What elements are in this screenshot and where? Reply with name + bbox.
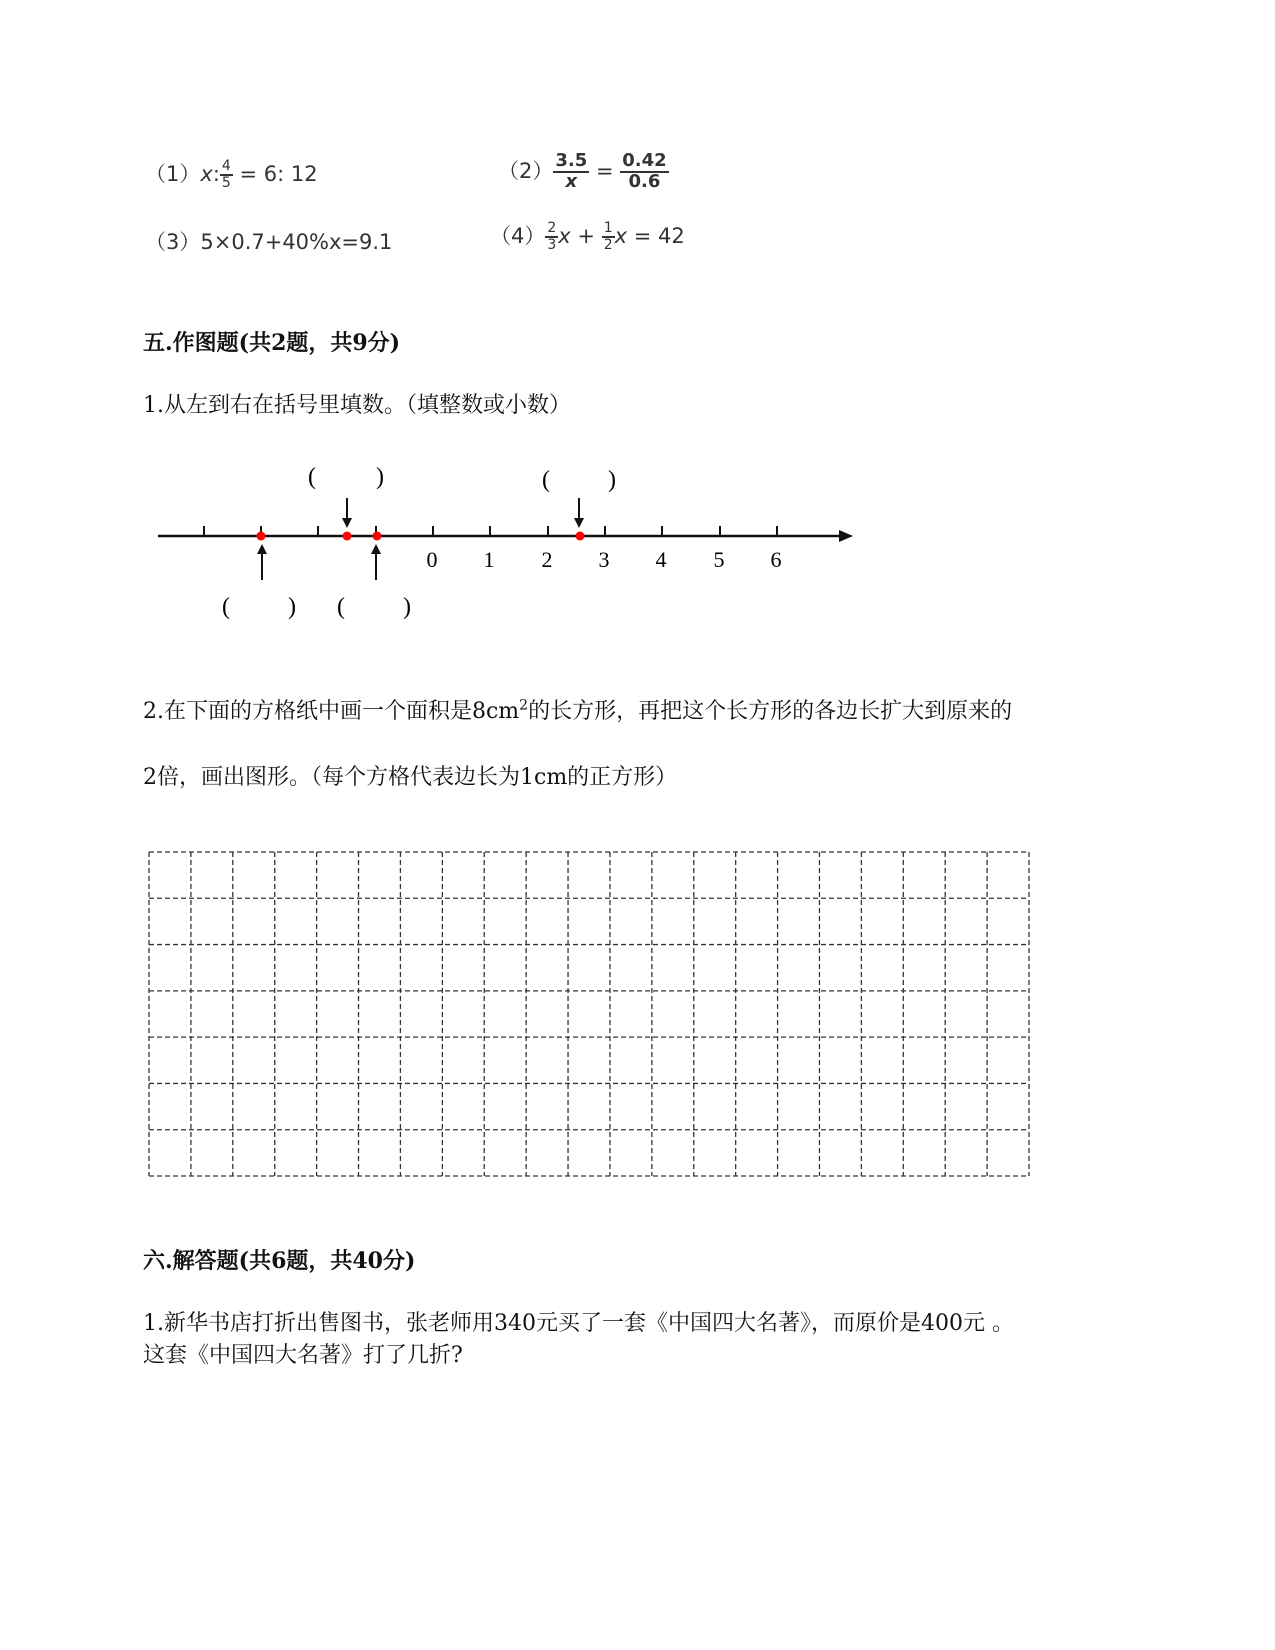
red-point xyxy=(373,532,382,541)
q2-text-pre: 2.在下面的方格纸中画一个面积是8cm xyxy=(143,699,520,724)
grid-paper xyxy=(145,848,1033,1180)
blank-close-paren: ) xyxy=(403,594,411,620)
numerator: 2 xyxy=(547,220,557,237)
rhs: = 6: 12 xyxy=(232,162,318,186)
question-1-text: 1.从左到右在括号里填数。（填整数或小数） xyxy=(143,393,571,418)
section5-heading: 五.作图题(共2题，共9分) xyxy=(143,330,401,356)
tick-label: 4 xyxy=(655,547,667,572)
denominator: 2 xyxy=(603,237,613,253)
tick-label: 5 xyxy=(713,547,725,572)
red-point xyxy=(257,532,266,541)
blank-open-paren: ( xyxy=(222,594,230,620)
question-2-line2: 2倍，画出图形。（每个方格代表边长为1cm的正方形） xyxy=(143,765,678,790)
numerator: 1 xyxy=(603,220,613,237)
equation-label: （3） xyxy=(145,230,201,254)
grid-lines xyxy=(149,852,1029,1176)
variable: x xyxy=(200,162,213,186)
blank-close-paren: ) xyxy=(376,464,384,490)
blank-open-paren: ( xyxy=(337,594,345,620)
tick-label: 3 xyxy=(598,547,610,572)
fraction xyxy=(602,221,615,252)
down-arrow-icon xyxy=(574,518,584,528)
tick-label: 1 xyxy=(483,547,495,572)
denominator: 0.6 xyxy=(628,170,661,192)
red-point xyxy=(343,532,352,541)
numerator: 4 xyxy=(221,158,231,175)
equation-1 xyxy=(145,158,318,191)
variable: x xyxy=(558,224,571,248)
red-point xyxy=(576,532,585,541)
plus: + xyxy=(570,224,602,248)
equals: = xyxy=(595,158,614,183)
ticks xyxy=(204,526,777,536)
fraction xyxy=(220,159,233,190)
down-arrow-icon xyxy=(342,518,352,528)
axis-arrow-icon xyxy=(839,530,853,542)
numerator: 3.5 xyxy=(555,150,588,171)
question-2-line1 xyxy=(143,694,1012,725)
blank-open-paren: ( xyxy=(308,464,316,490)
equation-text: 5×0.7+40%x=9.1 xyxy=(200,230,393,254)
superscript: 2 xyxy=(519,697,529,714)
up-arrow-icon xyxy=(257,544,267,554)
fraction xyxy=(545,221,558,252)
tick-labels xyxy=(427,547,782,572)
number-line xyxy=(0,440,900,640)
tick-label: 2 xyxy=(541,547,553,572)
blank-close-paren: ) xyxy=(288,594,296,620)
variable: x xyxy=(614,224,628,248)
equation-3 xyxy=(145,226,392,256)
up-arrow-icon xyxy=(371,544,381,554)
blank-open-paren: ( xyxy=(542,467,550,493)
rhs: = 42 xyxy=(627,224,685,248)
equation-4 xyxy=(490,220,685,253)
problem-1-line2: 这套《中国四大名著》打了几折? xyxy=(143,1343,463,1368)
fraction-rhs xyxy=(620,152,668,192)
problem-1-line1: 1.新华书店打折出售图书，张老师用340元买了一套《中国四大名著》，而原价是400元 。 xyxy=(143,1311,1014,1336)
colon: : xyxy=(212,162,220,186)
equation-label: （2） xyxy=(498,158,554,183)
tick-label: 6 xyxy=(770,547,782,572)
equation-2 xyxy=(498,152,669,192)
equation-label: （4） xyxy=(490,224,546,248)
denominator: 3 xyxy=(547,237,557,253)
fraction-lhs xyxy=(553,152,589,192)
tick-label: 0 xyxy=(426,547,438,572)
blank-close-paren: ) xyxy=(608,467,616,493)
equation-label: （1） xyxy=(145,162,201,186)
section6-heading: 六.解答题(共6题，共40分) xyxy=(143,1248,416,1274)
denominator: x xyxy=(565,170,578,192)
q2-text-post: 的长方形，再把这个长方形的各边长扩大到原来的 xyxy=(528,699,1013,724)
numerator: 0.42 xyxy=(622,150,667,171)
denominator: 5 xyxy=(221,175,231,191)
